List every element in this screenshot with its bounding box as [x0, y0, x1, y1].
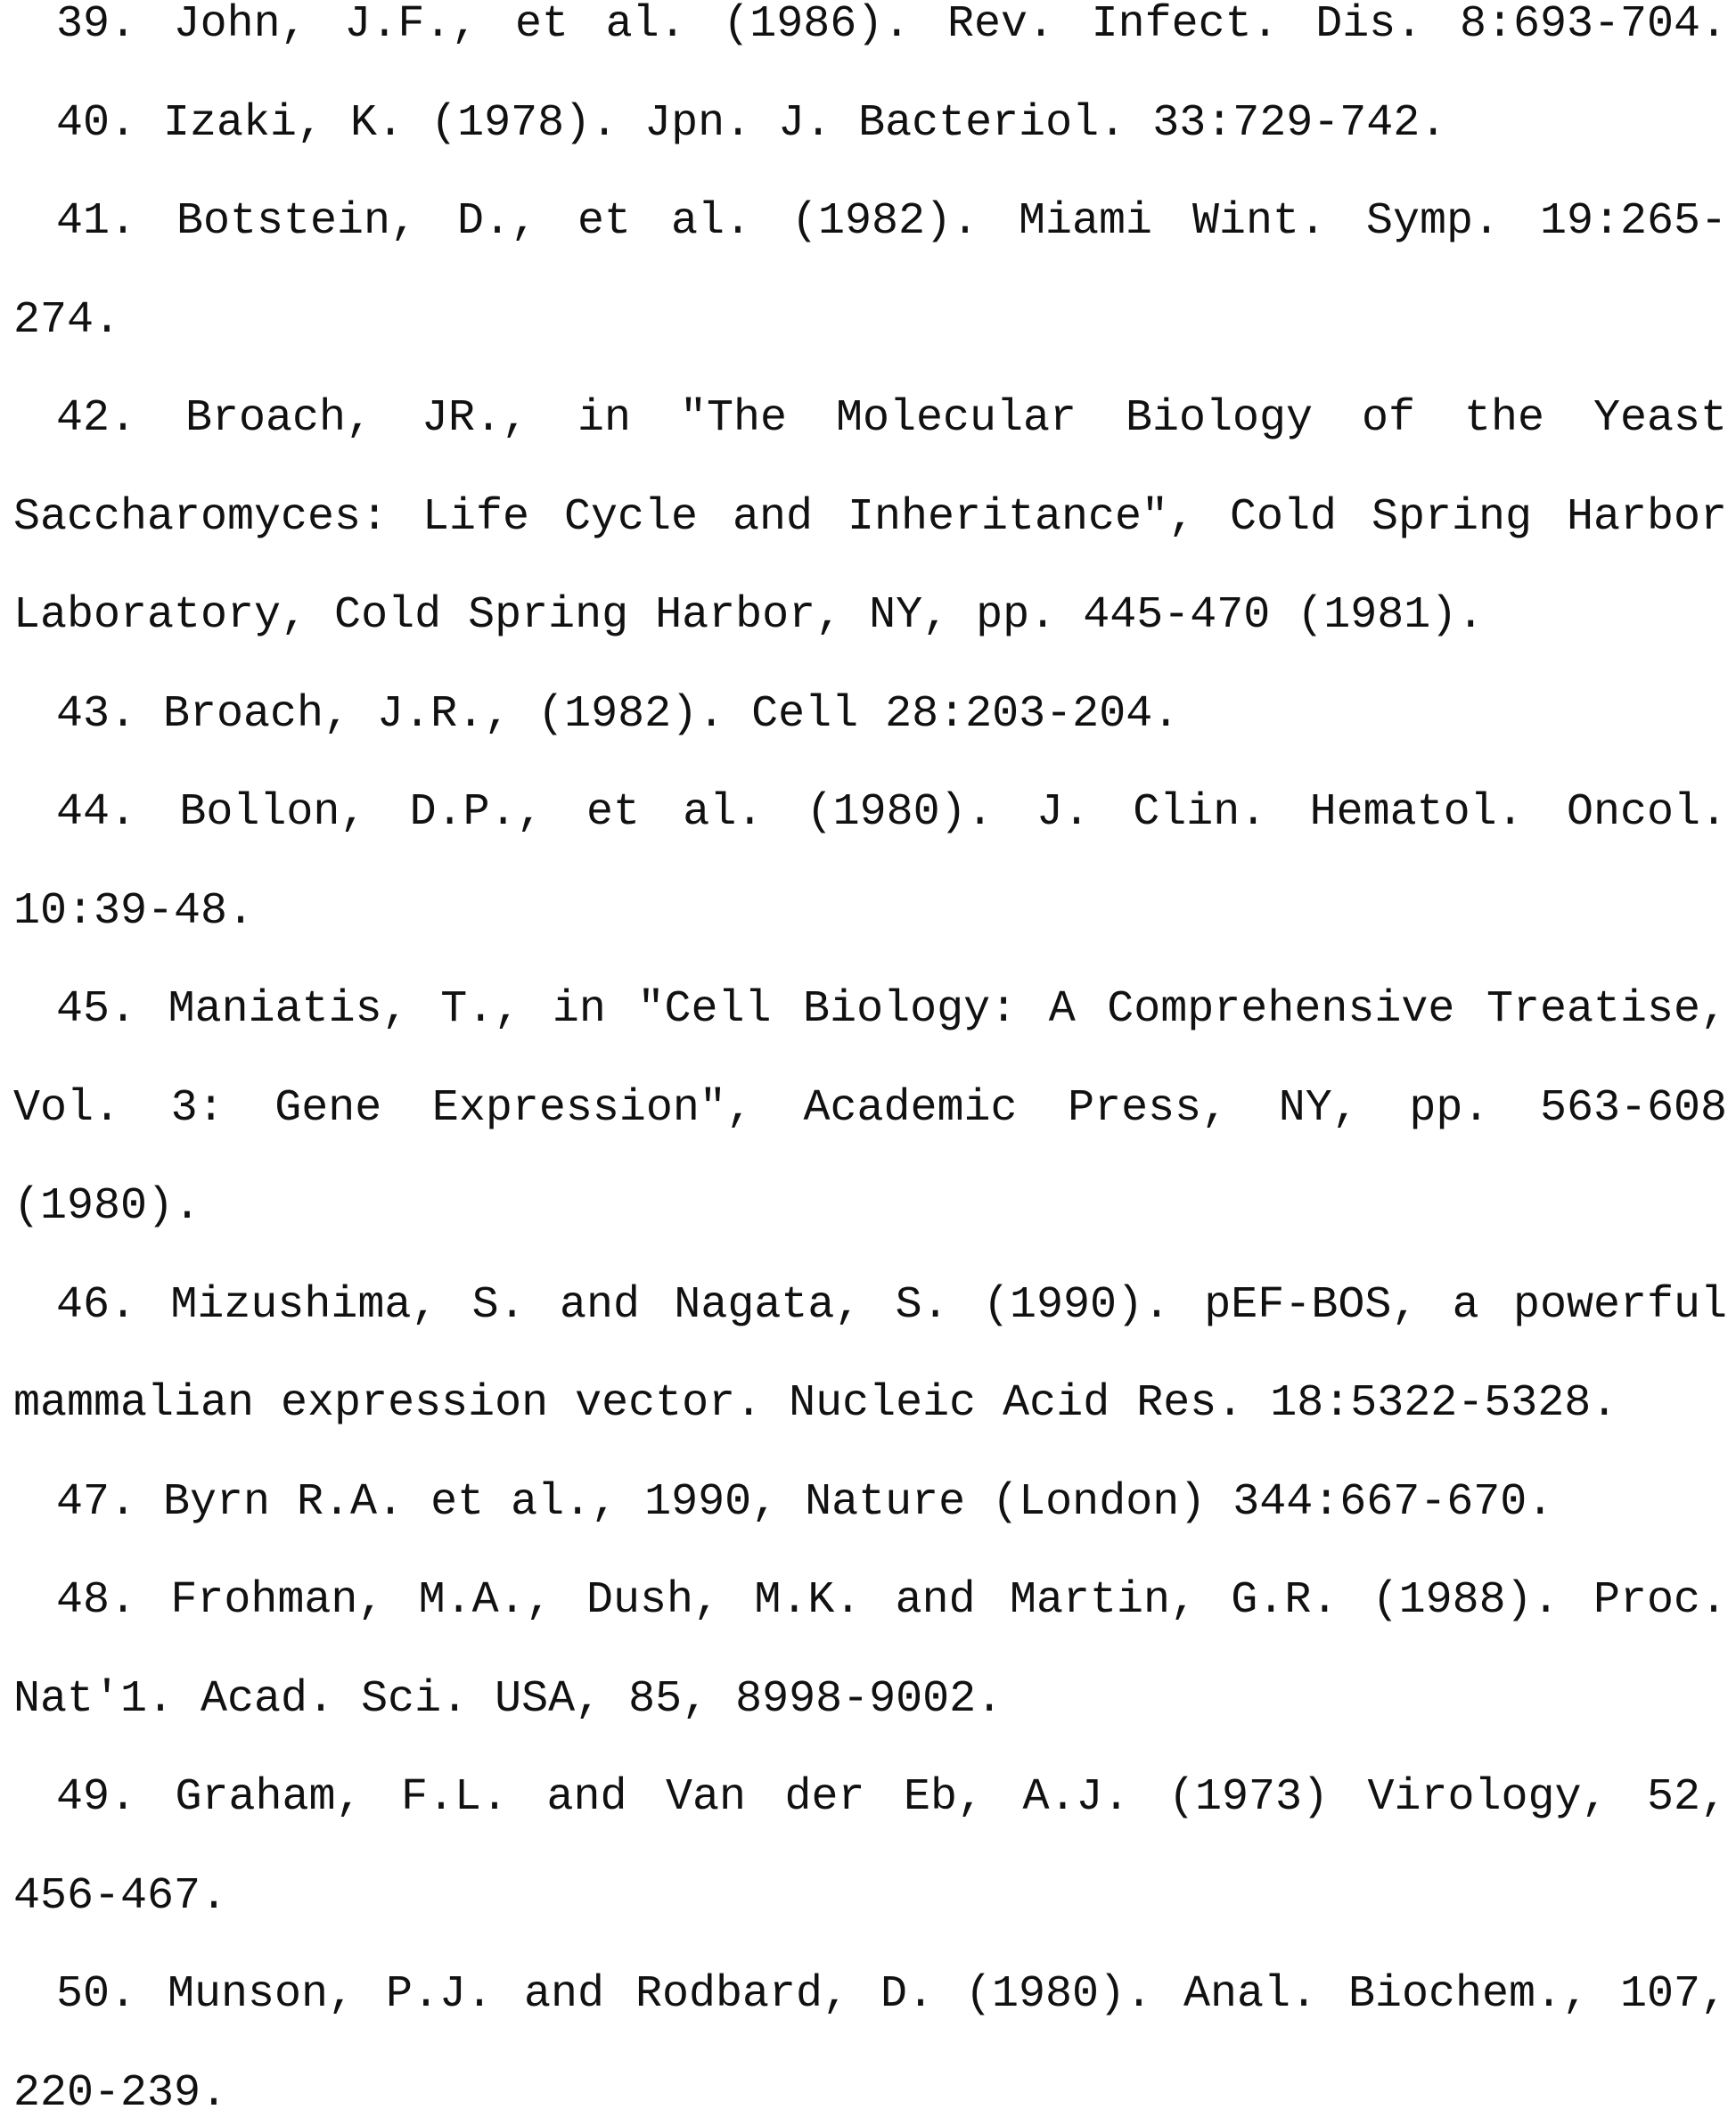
references-list	[13, 0, 1727, 2126]
reference-line: mammalian expression vector. Nucleic Acid Res. 18:5322-5328.	[13, 1378, 1618, 1429]
reference-line: 44. Bollon, D.P., et al. (1980). J. Clin. Hematol. Oncol.	[56, 787, 1727, 838]
reference-line: 42. Broach, JR., in "The Molecular Biology of the Yeast	[56, 393, 1727, 444]
reference-line: 456-467.	[13, 1870, 228, 1922]
reference-line: 43. Broach, J.R., (1982). Cell 28:203-204.	[56, 688, 1180, 740]
reference-line: 45. Maniatis, T., in "Cell Biology: A Comprehensive Treatise,	[56, 984, 1727, 1035]
reference-line: Nat'1. Acad. Sci. USA, 85, 8998-9002.	[13, 1673, 1003, 1725]
reference-line: Saccharomyces: Life Cycle and Inheritance", Cold Spring Harbor	[13, 491, 1727, 543]
reference-item-49	[13, 1749, 1727, 1946]
reference-line: 40. Izaki, K. (1978). Jpn. J. Bacteriol. 33:729-742.	[56, 97, 1447, 149]
reference-line: 39. John, J.F., et al. (1986). Rev. Infect. Dis. 8:693-704.	[56, 0, 1727, 50]
reference-line: 48. Frohman, M.A., Dush, M.K. and Martin, G.R. (1988). Proc.	[56, 1575, 1727, 1626]
reference-line: (1980).	[13, 1181, 201, 1232]
reference-line: 46. Mizushima, S. and Nagata, S. (1990). pEF-BOS, a powerful	[56, 1279, 1727, 1331]
reference-line: 49. Graham, F.L. and Van der Eb, A.J. (1973) Virology, 52,	[56, 1772, 1727, 1823]
reference-item-41	[13, 173, 1727, 370]
reference-line: 220-239.	[13, 2067, 228, 2119]
reference-item-43	[13, 666, 1727, 765]
reference-line: 10:39-48.	[13, 885, 255, 937]
reference-line: 50. Munson, P.J. and Rodbard, D. (1980). Anal. Biochem., 107,	[56, 1969, 1727, 2020]
reference-item-48	[13, 1552, 1727, 1749]
reference-item-44	[13, 764, 1727, 961]
reference-line: Vol. 3: Gene Expression", Academic Press, NY, pp. 563-608	[13, 1082, 1727, 1134]
reference-item-47	[13, 1454, 1727, 1553]
reference-line: 47. Byrn R.A. et al., 1990, Nature (London) 344:667-670.	[56, 1476, 1554, 1528]
reference-line: 274.	[13, 294, 121, 346]
reference-item-39	[13, 0, 1727, 75]
reference-item-40	[13, 75, 1727, 174]
reference-line: Laboratory, Cold Spring Harbor, NY, pp. 445-470 (1981).	[13, 590, 1485, 641]
reference-item-42	[13, 370, 1727, 666]
reference-item-46	[13, 1257, 1727, 1454]
reference-item-50	[13, 1946, 1727, 2126]
reference-item-45	[13, 961, 1727, 1257]
reference-line: 41. Botstein, D., et al. (1982). Miami Wint. Symp. 19:265-	[56, 196, 1727, 247]
